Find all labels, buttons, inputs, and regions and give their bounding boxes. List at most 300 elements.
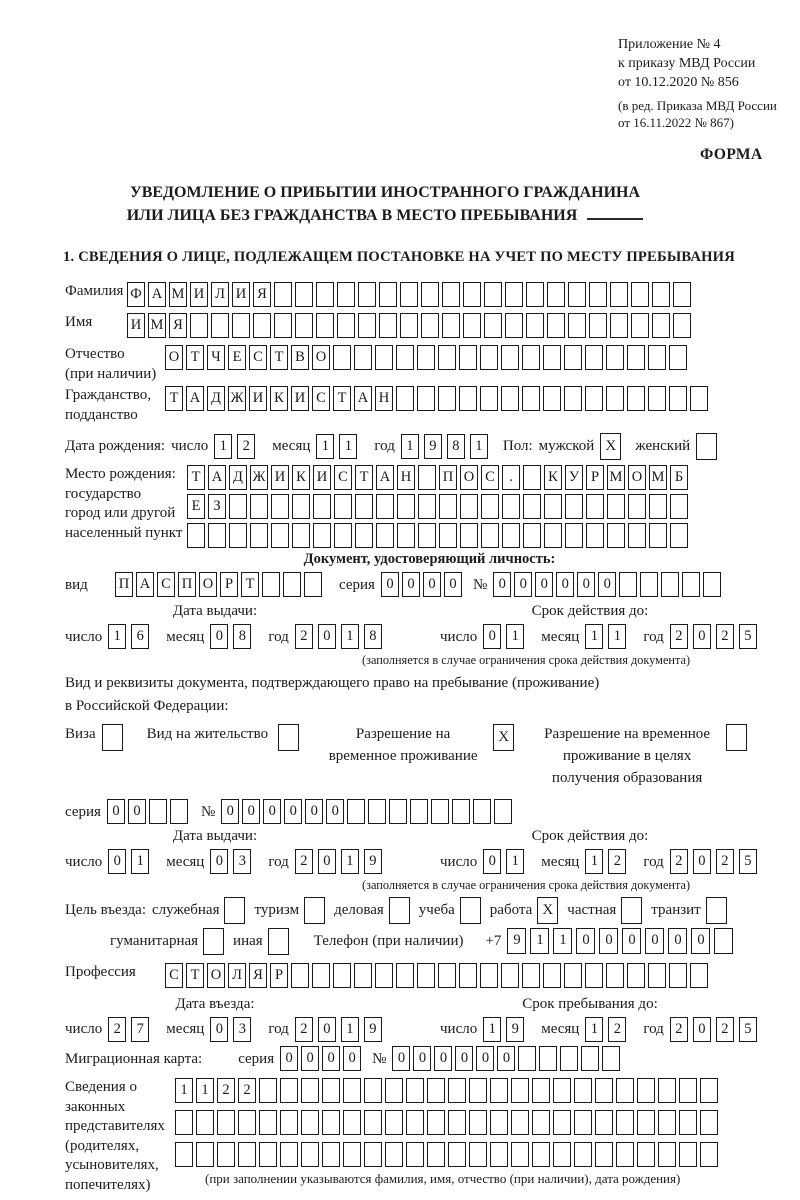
char-cell[interactable]: 0 (318, 849, 336, 874)
char-cell[interactable] (448, 1078, 466, 1103)
char-cell[interactable] (396, 345, 414, 370)
char-cell[interactable] (700, 1142, 718, 1167)
char-cell[interactable]: 0 (322, 1046, 340, 1071)
char-cell[interactable] (682, 572, 700, 597)
char-cell[interactable] (229, 494, 247, 519)
char-cell[interactable] (334, 494, 352, 519)
char-cell[interactable] (364, 1078, 382, 1103)
char-cell[interactable]: 0 (128, 799, 146, 824)
char-cell[interactable] (543, 963, 561, 988)
char-cell[interactable] (669, 386, 687, 411)
char-cell[interactable]: 2 (238, 1078, 256, 1103)
char-cell[interactable]: 1 (483, 1017, 501, 1042)
char-cell[interactable] (385, 1078, 403, 1103)
char-cell[interactable] (585, 386, 603, 411)
char-cell[interactable] (637, 1110, 655, 1135)
char-cell[interactable]: Ж (250, 465, 268, 490)
char-cell[interactable] (460, 523, 478, 548)
char-cell[interactable] (469, 1078, 487, 1103)
char-cell[interactable]: 0 (413, 1046, 431, 1071)
char-cell[interactable] (658, 1078, 676, 1103)
char-cell[interactable]: 0 (483, 624, 501, 649)
char-cell[interactable]: 2 (716, 849, 734, 874)
char-cell[interactable]: О (165, 345, 183, 370)
char-cell[interactable]: 1 (470, 434, 488, 459)
char-cell[interactable]: Е (187, 494, 205, 519)
char-cell[interactable] (442, 313, 460, 338)
char-cell[interactable] (523, 523, 541, 548)
char-cell[interactable] (292, 523, 310, 548)
char-cell[interactable] (565, 494, 583, 519)
char-cell[interactable] (589, 282, 607, 307)
char-cell[interactable] (355, 523, 373, 548)
char-cell[interactable] (385, 1110, 403, 1135)
char-cell[interactable]: Ч (207, 345, 225, 370)
char-cell[interactable] (564, 963, 582, 988)
char-cell[interactable]: 0 (693, 1017, 711, 1042)
char-cell[interactable] (313, 523, 331, 548)
char-cell[interactable] (410, 799, 428, 824)
char-cell[interactable] (459, 386, 477, 411)
char-cell[interactable] (714, 928, 733, 954)
char-cell[interactable]: 0 (455, 1046, 473, 1071)
char-cell[interactable] (532, 1142, 550, 1167)
char-cell[interactable] (568, 313, 586, 338)
char-cell[interactable]: Т (270, 345, 288, 370)
char-cell[interactable] (522, 345, 540, 370)
char-cell[interactable] (376, 494, 394, 519)
char-cell[interactable]: П (115, 572, 133, 597)
char-cell[interactable]: 0 (381, 572, 399, 597)
char-cell[interactable]: 2 (608, 1017, 626, 1042)
checkbox-cell[interactable] (203, 928, 224, 955)
char-cell[interactable] (631, 313, 649, 338)
char-cell[interactable] (679, 1078, 697, 1103)
char-cell[interactable] (459, 963, 477, 988)
char-cell[interactable] (417, 963, 435, 988)
char-cell[interactable] (490, 1110, 508, 1135)
char-cell[interactable]: К (292, 465, 310, 490)
char-cell[interactable]: И (190, 282, 208, 307)
char-cell[interactable] (560, 1046, 578, 1071)
char-cell[interactable] (175, 1142, 193, 1167)
char-cell[interactable] (396, 386, 414, 411)
char-cell[interactable] (700, 1078, 718, 1103)
char-cell[interactable]: Л (228, 963, 246, 988)
char-cell[interactable] (417, 386, 435, 411)
char-cell[interactable]: 0 (691, 928, 710, 954)
char-cell[interactable] (364, 1110, 382, 1135)
char-cell[interactable]: 2 (237, 434, 255, 459)
char-cell[interactable] (292, 494, 310, 519)
char-cell[interactable]: 3 (233, 849, 251, 874)
char-cell[interactable] (376, 523, 394, 548)
char-cell[interactable] (253, 313, 271, 338)
char-cell[interactable] (543, 345, 561, 370)
char-cell[interactable] (304, 572, 322, 597)
char-cell[interactable] (427, 1110, 445, 1135)
char-cell[interactable] (526, 282, 544, 307)
char-cell[interactable]: А (186, 386, 204, 411)
char-cell[interactable]: 0 (622, 928, 641, 954)
char-cell[interactable] (343, 1110, 361, 1135)
char-cell[interactable] (606, 386, 624, 411)
char-cell[interactable] (494, 799, 512, 824)
char-cell[interactable] (196, 1110, 214, 1135)
char-cell[interactable]: О (312, 345, 330, 370)
char-cell[interactable]: С (334, 465, 352, 490)
char-cell[interactable] (262, 572, 280, 597)
char-cell[interactable]: 0 (434, 1046, 452, 1071)
char-cell[interactable] (631, 282, 649, 307)
char-cell[interactable]: А (208, 465, 226, 490)
char-cell[interactable] (648, 963, 666, 988)
char-cell[interactable] (652, 313, 670, 338)
char-cell[interactable]: 5 (739, 849, 757, 874)
char-cell[interactable] (217, 1142, 235, 1167)
char-cell[interactable] (648, 386, 666, 411)
char-cell[interactable] (637, 1078, 655, 1103)
char-cell[interactable] (301, 1110, 319, 1135)
char-cell[interactable]: 1 (196, 1078, 214, 1103)
char-cell[interactable]: Р (586, 465, 604, 490)
char-cell[interactable]: 0 (599, 928, 618, 954)
char-cell[interactable]: О (628, 465, 646, 490)
char-cell[interactable] (586, 494, 604, 519)
char-cell[interactable]: Д (229, 465, 247, 490)
char-cell[interactable]: 0 (221, 799, 239, 824)
char-cell[interactable] (501, 386, 519, 411)
char-cell[interactable]: 0 (556, 572, 574, 597)
char-cell[interactable]: М (649, 465, 667, 490)
char-cell[interactable]: Т (186, 963, 204, 988)
char-cell[interactable]: В (291, 345, 309, 370)
char-cell[interactable] (627, 386, 645, 411)
char-cell[interactable] (602, 1046, 620, 1071)
char-cell[interactable] (574, 1078, 592, 1103)
char-cell[interactable] (358, 282, 376, 307)
char-cell[interactable] (502, 494, 520, 519)
char-cell[interactable]: 0 (577, 572, 595, 597)
char-cell[interactable]: 1 (341, 624, 359, 649)
char-cell[interactable] (333, 963, 351, 988)
char-cell[interactable]: 1 (341, 1017, 359, 1042)
char-cell[interactable] (502, 523, 520, 548)
char-cell[interactable]: О (199, 572, 217, 597)
char-cell[interactable]: 0 (280, 1046, 298, 1071)
char-cell[interactable] (469, 1142, 487, 1167)
char-cell[interactable]: 0 (301, 1046, 319, 1071)
char-cell[interactable] (589, 313, 607, 338)
char-cell[interactable]: М (148, 313, 166, 338)
checkbox-cell[interactable] (696, 433, 717, 460)
char-cell[interactable]: Н (397, 465, 415, 490)
char-cell[interactable]: 6 (131, 624, 149, 649)
char-cell[interactable]: 2 (217, 1078, 235, 1103)
checkbox-cell[interactable]: X (600, 433, 621, 460)
char-cell[interactable] (368, 799, 386, 824)
char-cell[interactable] (553, 1078, 571, 1103)
char-cell[interactable] (553, 1142, 571, 1167)
char-cell[interactable] (406, 1142, 424, 1167)
char-cell[interactable]: 0 (493, 572, 511, 597)
char-cell[interactable] (295, 313, 313, 338)
char-cell[interactable] (511, 1142, 529, 1167)
char-cell[interactable] (490, 1142, 508, 1167)
char-cell[interactable] (354, 963, 372, 988)
checkbox-cell[interactable]: X (537, 897, 558, 924)
char-cell[interactable] (375, 345, 393, 370)
char-cell[interactable] (238, 1142, 256, 1167)
char-cell[interactable] (463, 282, 481, 307)
char-cell[interactable] (627, 963, 645, 988)
char-cell[interactable]: О (460, 465, 478, 490)
char-cell[interactable] (190, 313, 208, 338)
char-cell[interactable] (421, 313, 439, 338)
checkbox-cell[interactable] (102, 724, 123, 751)
checkbox-cell[interactable] (224, 897, 245, 924)
char-cell[interactable] (703, 572, 721, 597)
char-cell[interactable]: 0 (318, 1017, 336, 1042)
checkbox-cell[interactable] (389, 897, 410, 924)
char-cell[interactable]: К (270, 386, 288, 411)
char-cell[interactable]: И (313, 465, 331, 490)
char-cell[interactable] (700, 1110, 718, 1135)
char-cell[interactable]: 0 (284, 799, 302, 824)
char-cell[interactable] (379, 313, 397, 338)
char-cell[interactable] (442, 282, 460, 307)
char-cell[interactable] (523, 494, 541, 519)
char-cell[interactable] (658, 1110, 676, 1135)
char-cell[interactable]: М (607, 465, 625, 490)
char-cell[interactable]: 9 (506, 1017, 524, 1042)
char-cell[interactable] (439, 523, 457, 548)
char-cell[interactable]: Ж (228, 386, 246, 411)
char-cell[interactable]: И (271, 465, 289, 490)
char-cell[interactable] (628, 523, 646, 548)
char-cell[interactable] (628, 494, 646, 519)
char-cell[interactable]: 1 (175, 1078, 193, 1103)
char-cell[interactable] (316, 313, 334, 338)
char-cell[interactable] (673, 282, 691, 307)
char-cell[interactable] (333, 345, 351, 370)
checkbox-cell[interactable] (460, 897, 481, 924)
char-cell[interactable] (669, 345, 687, 370)
char-cell[interactable] (547, 313, 565, 338)
char-cell[interactable] (670, 494, 688, 519)
char-cell[interactable] (648, 345, 666, 370)
char-cell[interactable]: 1 (341, 849, 359, 874)
char-cell[interactable] (585, 963, 603, 988)
char-cell[interactable] (480, 345, 498, 370)
checkbox-cell[interactable]: X (493, 724, 514, 751)
char-cell[interactable] (511, 1078, 529, 1103)
char-cell[interactable]: О (207, 963, 225, 988)
char-cell[interactable]: А (148, 282, 166, 307)
char-cell[interactable] (564, 345, 582, 370)
char-cell[interactable] (431, 799, 449, 824)
char-cell[interactable] (523, 465, 541, 490)
char-cell[interactable] (526, 313, 544, 338)
char-cell[interactable] (652, 282, 670, 307)
char-cell[interactable] (649, 523, 667, 548)
char-cell[interactable]: 0 (402, 572, 420, 597)
char-cell[interactable] (606, 345, 624, 370)
char-cell[interactable] (607, 494, 625, 519)
char-cell[interactable]: Н (375, 386, 393, 411)
char-cell[interactable] (448, 1142, 466, 1167)
checkbox-cell[interactable] (726, 724, 747, 751)
char-cell[interactable] (610, 313, 628, 338)
checkbox-cell[interactable] (278, 724, 299, 751)
char-cell[interactable] (427, 1142, 445, 1167)
char-cell[interactable] (595, 1110, 613, 1135)
char-cell[interactable]: И (127, 313, 145, 338)
char-cell[interactable] (564, 386, 582, 411)
char-cell[interactable]: Т (187, 465, 205, 490)
char-cell[interactable]: 9 (507, 928, 526, 954)
char-cell[interactable] (484, 313, 502, 338)
char-cell[interactable]: С (165, 963, 183, 988)
char-cell[interactable]: К (544, 465, 562, 490)
char-cell[interactable]: Б (670, 465, 688, 490)
char-cell[interactable]: 2 (608, 849, 626, 874)
char-cell[interactable]: 1 (108, 624, 126, 649)
char-cell[interactable]: Е (228, 345, 246, 370)
char-cell[interactable] (400, 313, 418, 338)
char-cell[interactable]: 2 (108, 1017, 126, 1042)
char-cell[interactable] (480, 963, 498, 988)
char-cell[interactable]: 0 (318, 624, 336, 649)
char-cell[interactable]: Я (253, 282, 271, 307)
char-cell[interactable] (379, 282, 397, 307)
char-cell[interactable]: 0 (476, 1046, 494, 1071)
char-cell[interactable] (417, 345, 435, 370)
char-cell[interactable] (238, 1110, 256, 1135)
char-cell[interactable]: 1 (339, 434, 357, 459)
char-cell[interactable]: Т (165, 386, 183, 411)
char-cell[interactable] (406, 1110, 424, 1135)
char-cell[interactable]: 0 (514, 572, 532, 597)
char-cell[interactable] (595, 1078, 613, 1103)
char-cell[interactable] (679, 1110, 697, 1135)
char-cell[interactable] (547, 282, 565, 307)
char-cell[interactable] (397, 523, 415, 548)
char-cell[interactable]: 0 (242, 799, 260, 824)
char-cell[interactable]: 1 (585, 1017, 603, 1042)
char-cell[interactable]: 5 (739, 624, 757, 649)
char-cell[interactable]: 1 (506, 624, 524, 649)
char-cell[interactable] (312, 963, 330, 988)
char-cell[interactable] (501, 963, 519, 988)
char-cell[interactable]: 0 (326, 799, 344, 824)
char-cell[interactable]: 0 (423, 572, 441, 597)
char-cell[interactable]: М (169, 282, 187, 307)
char-cell[interactable]: 9 (424, 434, 442, 459)
char-cell[interactable] (595, 1142, 613, 1167)
char-cell[interactable] (616, 1078, 634, 1103)
char-cell[interactable]: 0 (210, 849, 228, 874)
char-cell[interactable] (539, 1046, 557, 1071)
char-cell[interactable] (658, 1142, 676, 1167)
char-cell[interactable] (505, 313, 523, 338)
char-cell[interactable] (406, 1078, 424, 1103)
char-cell[interactable] (670, 523, 688, 548)
char-cell[interactable] (385, 1142, 403, 1167)
checkbox-cell[interactable] (706, 897, 727, 924)
char-cell[interactable] (250, 494, 268, 519)
char-cell[interactable] (640, 572, 658, 597)
char-cell[interactable]: . (502, 465, 520, 490)
char-cell[interactable]: 0 (108, 849, 126, 874)
char-cell[interactable]: 3 (233, 1017, 251, 1042)
char-cell[interactable]: П (439, 465, 457, 490)
char-cell[interactable] (637, 1142, 655, 1167)
char-cell[interactable]: 1 (401, 434, 419, 459)
char-cell[interactable]: Т (241, 572, 259, 597)
char-cell[interactable] (581, 1046, 599, 1071)
char-cell[interactable]: 0 (305, 799, 323, 824)
char-cell[interactable] (421, 282, 439, 307)
char-cell[interactable]: 0 (444, 572, 462, 597)
char-cell[interactable]: 1 (585, 624, 603, 649)
char-cell[interactable] (606, 963, 624, 988)
char-cell[interactable] (389, 799, 407, 824)
char-cell[interactable] (568, 282, 586, 307)
char-cell[interactable] (149, 799, 167, 824)
char-cell[interactable] (473, 799, 491, 824)
char-cell[interactable] (586, 523, 604, 548)
char-cell[interactable]: 1 (316, 434, 334, 459)
char-cell[interactable] (610, 282, 628, 307)
char-cell[interactable]: А (376, 465, 394, 490)
char-cell[interactable]: Я (249, 963, 267, 988)
char-cell[interactable] (316, 282, 334, 307)
char-cell[interactable]: 0 (392, 1046, 410, 1071)
char-cell[interactable] (532, 1078, 550, 1103)
char-cell[interactable]: 0 (668, 928, 687, 954)
char-cell[interactable]: 0 (483, 849, 501, 874)
char-cell[interactable]: 1 (608, 624, 626, 649)
char-cell[interactable]: С (481, 465, 499, 490)
char-cell[interactable] (484, 282, 502, 307)
checkbox-cell[interactable] (268, 928, 289, 955)
char-cell[interactable] (259, 1110, 277, 1135)
char-cell[interactable] (679, 1142, 697, 1167)
char-cell[interactable]: Т (186, 345, 204, 370)
char-cell[interactable] (170, 799, 188, 824)
char-cell[interactable]: 1 (530, 928, 549, 954)
char-cell[interactable]: Т (333, 386, 351, 411)
char-cell[interactable] (208, 523, 226, 548)
char-cell[interactable]: У (565, 465, 583, 490)
char-cell[interactable]: А (354, 386, 372, 411)
char-cell[interactable]: 2 (295, 1017, 313, 1042)
char-cell[interactable]: И (291, 386, 309, 411)
char-cell[interactable]: 0 (693, 849, 711, 874)
char-cell[interactable]: 7 (131, 1017, 149, 1042)
char-cell[interactable]: 0 (598, 572, 616, 597)
char-cell[interactable]: 2 (716, 624, 734, 649)
char-cell[interactable] (322, 1110, 340, 1135)
char-cell[interactable] (187, 523, 205, 548)
char-cell[interactable] (565, 523, 583, 548)
char-cell[interactable] (438, 345, 456, 370)
char-cell[interactable]: 1 (131, 849, 149, 874)
char-cell[interactable] (418, 494, 436, 519)
char-cell[interactable] (175, 1110, 193, 1135)
checkbox-cell[interactable] (621, 897, 642, 924)
